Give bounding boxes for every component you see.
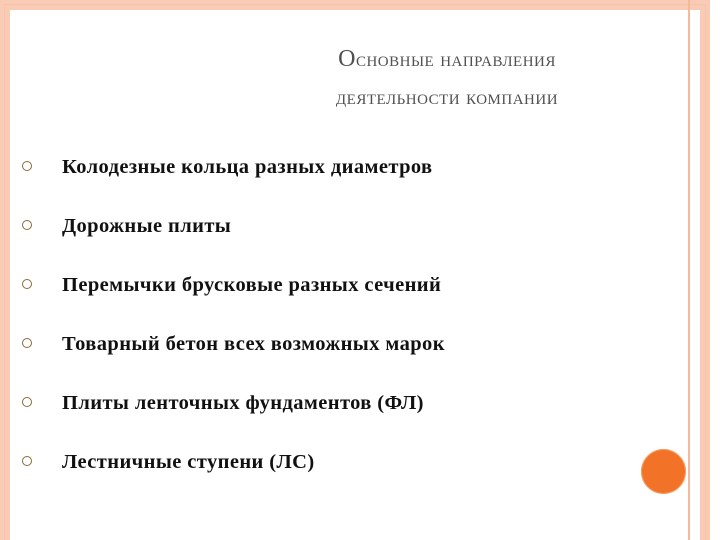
list-item xyxy=(22,152,642,211)
list-item xyxy=(22,211,642,270)
list-item-text: Товарный бетон всех возможных марок xyxy=(62,333,445,355)
bullet-circle-icon xyxy=(22,220,32,230)
list-item-text: Плиты ленточных фундаментов (ФЛ) xyxy=(62,392,424,414)
list-item xyxy=(22,270,642,329)
bullet-circle-icon xyxy=(22,397,32,407)
list-item-text: Перемычки брусковые разных сечений xyxy=(62,274,442,296)
bullet-circle-icon xyxy=(22,338,32,348)
bullet-circle-icon xyxy=(22,161,32,171)
slide-title-line-2: деятельности компании xyxy=(335,84,559,109)
list-item xyxy=(22,388,642,447)
bullet-list xyxy=(22,152,642,506)
list-item xyxy=(22,447,642,506)
slide-title-line-1: Основные направления xyxy=(338,46,556,72)
list-item-text: Лестничные ступени (ЛС) xyxy=(62,451,315,473)
bullet-circle-icon xyxy=(22,279,32,289)
decorative-orange-circle xyxy=(641,449,686,494)
list-item-text: Дорожные плиты xyxy=(62,215,232,237)
list-item-text: Колодезные кольца разных диаметров xyxy=(62,156,433,178)
slide-title xyxy=(0,40,720,116)
bullet-circle-icon xyxy=(22,456,32,466)
list-item xyxy=(22,329,642,388)
